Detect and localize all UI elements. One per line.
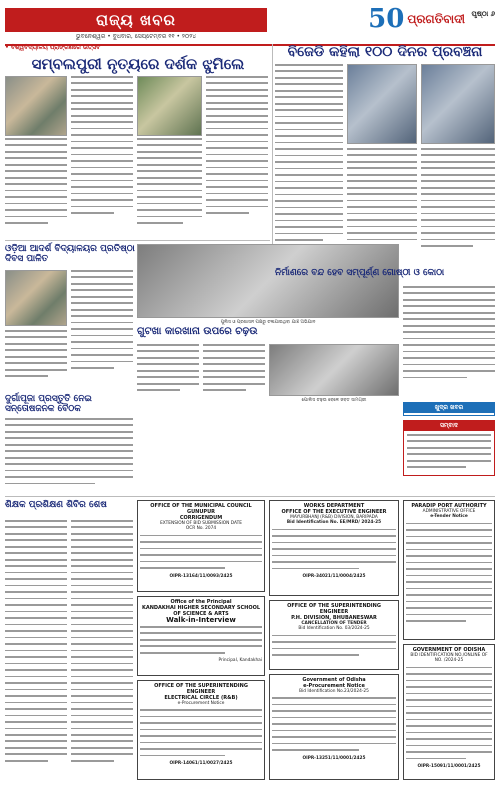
police-group-photo [137, 244, 399, 318]
ad-gunupur-municipal [137, 500, 265, 592]
samvad-box [403, 420, 495, 476]
page-content [5, 44, 495, 784]
ad-electrical-number: OIPR-14061/11/0027/2425 [169, 761, 233, 767]
ad-kandakhai-notice: Walk-in-Interview [166, 616, 236, 624]
ad-electrical-title: OFFICE OF THE SUPERINTENDING ENGINEER [154, 683, 248, 695]
ad-right-bottom [403, 644, 495, 780]
ad-paradip-subtitle: ADMINISTRATIVE OFFICE [422, 509, 476, 514]
ad-government-odisha [269, 674, 399, 780]
ad-right-bottom-notice: BID IDENTIFICATION NO./ONLINE OF NO. /2024-25 [410, 653, 488, 664]
ad-works-notice: Bid Identification No. EE/MRD/ 2024-25 [286, 520, 382, 526]
gutkha-photo [269, 344, 399, 396]
ad-paradip-title: PARADIP PORT AUTHORITY [411, 503, 487, 509]
bjd-leader-photo-1 [347, 64, 417, 144]
ad-paradip-port [403, 500, 495, 640]
samvad-title: ସମ୍ବାଦ [404, 421, 494, 431]
nirmana-text [403, 286, 495, 396]
page-number: ପୃଷ୍ଠା ୬ [471, 10, 495, 18]
dateline: ଭୁବନେଶ୍ୱର • ବୁଧବାର, ସେପ୍ଟେମ୍ବର ୧୧ • ୨୦୨୪ [75, 33, 197, 40]
ad-works-office: OFFICE OF THE EXECUTIVE ENGINEER [281, 509, 387, 515]
brief-news-box [403, 402, 495, 416]
teacher-headline: ଶିକ୍ଷକ ପ୍ରଶିକ୍ଷଣ ଶିବିର ଶେଷ [5, 500, 107, 510]
ad-electrical-circle [137, 680, 265, 780]
sambalpur-text-col1 [5, 138, 67, 236]
ad-superintending-engineer [269, 600, 399, 670]
ad-gunupur-corrigendum: CORRIGENDUM [179, 515, 223, 521]
police-photo-caption: ପୁଲିସ ଓ ପ୍ରଶାସନ ପକ୍ଷରୁ ଚଳାଯାଇଥିବା ଯାଞ୍ଚ ଅଭିଯାନ [220, 320, 316, 325]
gutkha-text-1 [137, 344, 199, 404]
ad-works-title: WORKS DEPARTMENT [303, 503, 365, 509]
gutkha-text-2 [203, 344, 265, 404]
crowd-photo [137, 76, 202, 136]
newspaper-logo [368, 6, 465, 32]
ad-kandakhai-school [137, 596, 265, 676]
divider [5, 496, 495, 497]
bjd-text-col1 [275, 64, 343, 264]
ad-superintending-notice: CANCELLATION OF TENDER [301, 621, 367, 626]
ad-kandakhai-title: Office of the Principal [170, 599, 232, 605]
ad-electrical-notice: e-Procurement Notice [177, 701, 225, 706]
brief-news-title: ଖୁଦ୍ର ଖବର [404, 403, 494, 413]
teacher-text-2 [71, 520, 133, 780]
ad-superintending-subtitle: P.H. DIVISION, BHUBANESWAR [291, 615, 377, 621]
odia-school-headline: ଓଡ଼ିଆ ଆଦର୍ଶ ବିଦ୍ୟାଳୟର ପ୍ରତିଷ୍ଠା ଦିବସ ପାଳିତ [5, 244, 135, 264]
ad-works-number: OIPR-34021/11/0004/2425 [302, 574, 366, 580]
sambalpur-kicker: • ବିଶ୍ୱବିଦ୍ୟାଳୟ ପ୍ରାଙ୍ଗଣରେ ଉତ୍ସବ [5, 44, 101, 51]
nirmana-headline: ନିର୍ମାଣରେ ବନ୍ଦ ହେବ ସମ୍ପୂର୍ଣ୍ଣ ଗୋଷ୍ଠୀ ଓ କୋଠା [275, 268, 445, 278]
ad-gunupur-place: GUNUPUR [187, 509, 215, 515]
bjd-leader-photo-2 [421, 64, 495, 144]
ad-right-bottom-title: GOVERNMENT OF ODISHA [412, 647, 486, 653]
sambalpur-text-col4 [206, 76, 268, 236]
ad-kandakhai-school-name: KANDAKHAI HIGHER SECONDARY SCHOOL OF SCIENCE & ARTS [141, 605, 261, 617]
ad-gunupur-title: OFFICE OF THE MUNICIPAL COUNCIL [150, 503, 252, 509]
dance-photo [5, 76, 67, 136]
gutkha-photo-caption: ପୋଲିସ ଚଢ଼ଉ ବେଳେ ଜବତ ସାମଗ୍ରୀ [301, 398, 367, 403]
school-photo [5, 270, 67, 326]
ad-works-department [269, 500, 399, 596]
durga-text [5, 418, 133, 494]
teacher-text-1 [5, 520, 67, 780]
ad-gunupur-ref: OCR No. 2074 [185, 526, 217, 532]
ad-kandakhai-sign: Principal, Kandakhai [218, 658, 262, 664]
logo-name: ପ୍ରଗତିବାଦୀ [407, 11, 465, 26]
sambalpur-headline: ସମ୍ବଲପୁରୀ ନୃତ୍ୟରେ ଦର୍ଶକ ଝୁମିଲେ [31, 55, 245, 73]
ad-superintending-ref: Bid Identification No. 03/2024-25 [298, 626, 370, 632]
sambalpur-text-col3 [137, 138, 202, 236]
ad-paradip-notice: e-Tender Notice [430, 514, 468, 520]
masthead [5, 4, 495, 44]
ad-superintending-title: OFFICE OF THE SUPERINTENDING ENGINEER [287, 603, 381, 615]
sambalpur-text-col2 [71, 76, 133, 236]
section-title: ରାଜ୍ୟ ଖବର [96, 11, 176, 29]
bjd-headline: ବିଜେଡି କହିଲା ୧୦୦ ଦିନର ପ୍ରବଞ୍ଚନା [287, 44, 483, 60]
ad-right-bottom-number: OIPR-15091/11/0001/2425 [417, 764, 481, 770]
ad-electrical-subtitle: ELECTRICAL CIRCLE (R&B) [164, 695, 238, 701]
school-text [71, 270, 133, 390]
gutkha-headline: ଗୁଟଖା କାରଖାନା ଉପରେ ଚଢ଼ଉ [137, 326, 258, 337]
durga-headline: ଦୁର୍ଗାପୂଜା ପ୍ରସ୍ତୁତି ନେଇ ସନ୍ତୋଷଜନକ ବୈଠକ [5, 394, 92, 414]
ad-government-number: OIPR-13251/11/0001/2425 [302, 755, 366, 761]
ad-gunupur-number: OIPR-13164/11/0093/2425 [169, 573, 233, 579]
ad-works-division: MAYURBHANJ (R&B) DIVISION, BARIPADA [290, 515, 378, 520]
bjd-text-col3 [421, 148, 495, 264]
section-title-bar [5, 8, 267, 32]
ad-government-title: Government of Odisha [302, 677, 366, 683]
school-text-2 [5, 330, 67, 390]
ad-gunupur-extension: EXTENSION OF BID SUBMISSION DATE [160, 521, 242, 526]
ad-government-notice: e-Procurement Notice [303, 683, 365, 689]
ad-government-ref: Bid Identification No.23/2024-25 [299, 689, 369, 694]
divider [5, 240, 270, 241]
logo-anniversary-number: 50 [368, 4, 405, 34]
